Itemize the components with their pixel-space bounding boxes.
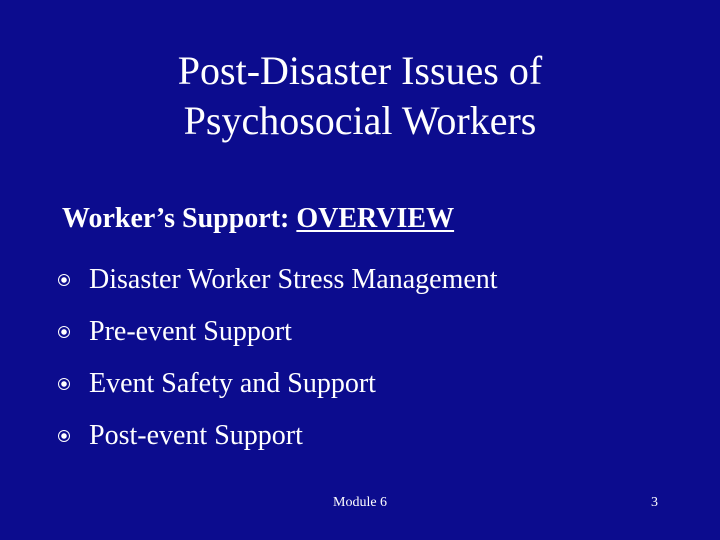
bullet-list [58, 258, 498, 466]
footer-module-label: Module 6 [333, 495, 388, 510]
slide-title-line-1: Post-Disaster Issues of [177, 48, 543, 93]
bullet-text: Pre-event Support [89, 316, 292, 347]
subheading-prefix: Worker’s Support: [62, 203, 297, 234]
bullet-circle-icon [58, 430, 70, 442]
subheading-emphasis: OVERVIEW [296, 203, 455, 234]
footer-page-number: 3 [651, 495, 658, 510]
bullet-text: Post-event Support [89, 420, 303, 451]
bullet-item [58, 414, 498, 466]
bullet-item [58, 258, 498, 310]
bullet-text: Disaster Worker Stress Management [89, 264, 498, 295]
bullet-text: Event Safety and Support [89, 368, 376, 399]
bullet-circle-icon [58, 326, 70, 338]
section-subheading [62, 201, 454, 237]
bullet-circle-icon [58, 274, 70, 286]
bullet-item [58, 310, 498, 362]
slide-title [0, 46, 720, 146]
bullet-item [58, 362, 498, 414]
bullet-circle-icon [58, 378, 70, 390]
slide-title-line-2: Psychosocial Workers [183, 98, 537, 143]
